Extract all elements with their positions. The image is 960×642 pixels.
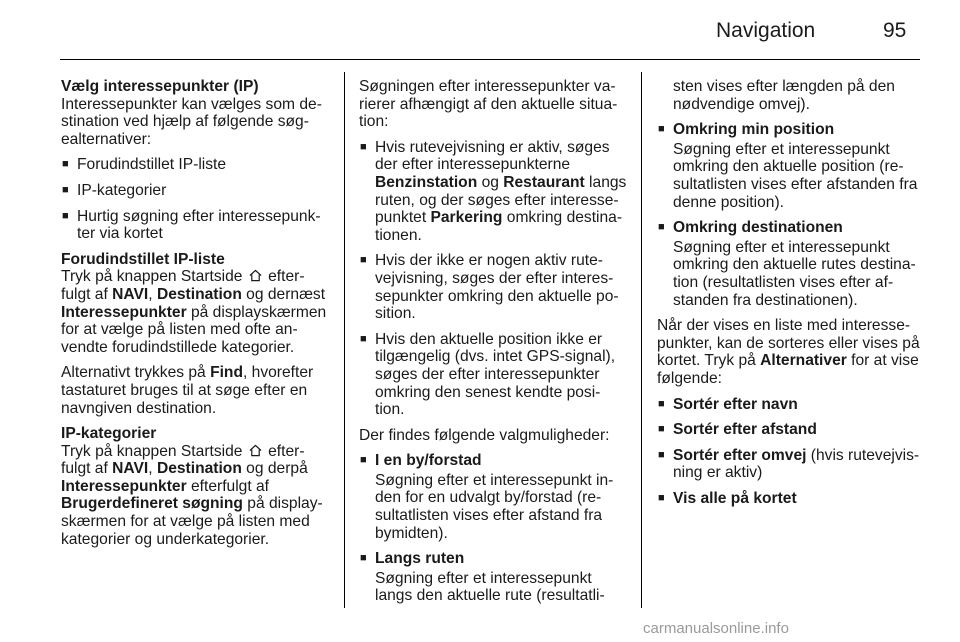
- page-number: 95: [883, 19, 907, 42]
- section-heading: Forudindstillet IP-liste: [61, 250, 225, 268]
- paragraph: Tryk på knappen Startside efter-fulgt af NAVI, Destination og derpå Interessepunkter efterfulgt af Brugerdefineret søgning på display-skærmen for at vælge på listen med kategorier og underkategorier.: [61, 442, 323, 548]
- paragraph: Søgningen efter interessepunkter va-rierer afhængigt af den aktuelle situa-tion:: [359, 78, 618, 131]
- watermark: carmanualsonline.info: [643, 620, 789, 637]
- paragraph: sten vises efter længden på den nødvendige omvej).: [673, 78, 895, 113]
- list-item: ■ Sortér efter afstand: [657, 421, 921, 439]
- header-rule: [60, 59, 920, 60]
- home-icon: [249, 444, 262, 457]
- column-left: [61, 78, 333, 556]
- column-divider: [641, 72, 642, 608]
- bullet-list: [657, 396, 921, 508]
- option-item: ■ I en by/forstad Søgning efter et interessepunkt in-den for en udvalgt by/forstad (re-sultatlisten vises efter afstand fra bymidten).: [359, 452, 629, 542]
- list-item: ■ Vis alle på kortet: [657, 490, 921, 508]
- home-icon: [249, 269, 262, 282]
- list-item: ■ Sortér efter navn: [657, 396, 921, 414]
- paragraph: Når der vises en liste med interesse-punkter, kan de sorteres eller vises på kortet. Tryk på Alternativer for at vise følgende:: [657, 317, 920, 387]
- bullet-list: [359, 139, 629, 419]
- section-heading: Vælg interessepunkter (IP): [61, 78, 259, 95]
- section-heading: IP-kategorier: [61, 425, 157, 443]
- option-list: [657, 121, 921, 309]
- option-list: [359, 452, 629, 605]
- column-divider: [344, 72, 345, 608]
- list-item: ■ Hurtig søgning efter interessepunk-ter via kortet: [61, 208, 333, 243]
- paragraph: Alternativt trykkes på Find, hvorefter tastaturet bruges til at søge efter en navngiven destination.: [61, 364, 314, 417]
- paragraph: Tryk på knappen Startside efter-fulgt af NAVI, Destination og dernæst Interessepunkter på displayskærmen for at vælge på listen med ofte an-vendte forudindstillede kategorier.: [61, 268, 327, 356]
- option-item: ■ Omkring min position Søgning efter et interessepunkt omkring den aktuelle position (re-sultatlisten vises efter afstanden fra denne position).: [657, 121, 921, 211]
- list-item: ■ Hvis rutevejvisning er aktiv, søges der efter interessepunkterne Benzinstation og Restaurant langs ruten, og der søges efter interesse-punktet Parkering omkring destina-tionen.: [359, 139, 629, 245]
- list-item: ■ Hvis der ikke er nogen aktiv rute-vejvisning, søges der efter interes-sepunkter omkring den aktuelle po-sition.: [359, 252, 629, 322]
- option-item: ■ Langs ruten Søgning efter et interessepunkt langs den aktuelle rute (resultatli-: [359, 550, 629, 605]
- list-item: ■ IP-kategorier: [61, 182, 333, 200]
- paragraph: Der findes følgende valgmuligheder:: [359, 426, 610, 444]
- list-item: ■ Hvis den aktuelle position ikke er tilgængelig (dvs. intet GPS-signal), søges der efter interessepunkter omkring den senest kendte posi-tion.: [359, 331, 629, 419]
- bullet-list: [61, 156, 333, 242]
- column-middle: [359, 78, 629, 613]
- list-item: ■ Forudindstillet IP-liste: [61, 156, 333, 174]
- option-item: ■ Omkring destinationen Søgning efter et interessepunkt omkring den aktuelle rutes destina-tion (resultatlisten vises efter af-standen fra destinationen).: [657, 219, 921, 309]
- column-right: [657, 78, 921, 515]
- paragraph: Interessepunkter kan vælges som de-stination ved hjælp af følgende søg-ealternativer:: [61, 95, 322, 148]
- list-item: ■ Sortér efter omvej (hvis rutevejvis-ning er aktiv): [657, 447, 921, 482]
- page-header-title: Navigation: [716, 19, 816, 42]
